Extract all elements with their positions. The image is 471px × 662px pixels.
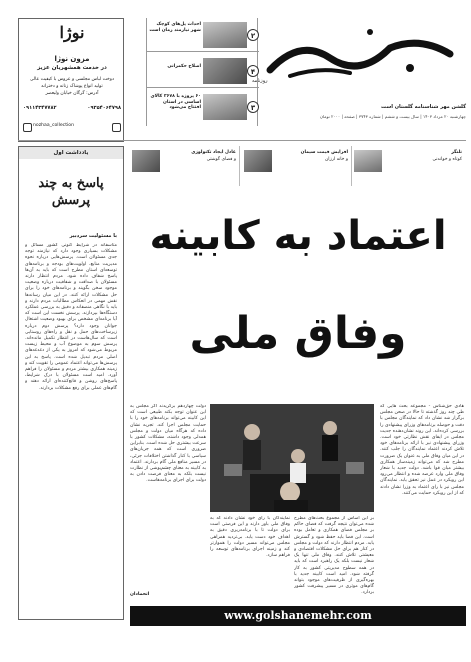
columnist-item[interactable] [354,146,466,186]
ad-instagram[interactable]: nozhaa_collection [33,123,75,128]
masthead [252,18,466,128]
masthead-sub: روزنامه [252,78,268,84]
side-column-title: پاسخ به چند پرسش [38,176,104,208]
side-column-author: با مسئولیت سردبیر [69,233,117,239]
ad-subtitle: در خدمت همشهریان عزیز [37,65,107,71]
side-column-body: متاسفانه در شرایط کنونی کشور مسائل و مشکلات بسیاری وجود دارد که نیازمند توجه جدی مسئولان است. پرسش‌هایی درباره نحوه مدیریت منابع، اولویت‌های بودجه و برنامه‌های توسعه‌ای استان مطرح است که باید به آن‌ها پاسخ شفاف داده شود. مردم انتظار دارند مسئولان با صداقت و شفافیت درباره وضعیت موجود سخن بگویند و برنامه‌های خود را برای حل مشکلات ارائه کنند. در این میان رسانه‌ها نقش مهمی در انعکاس مطالبات مردم دارند و باید با نگاهی منصفانه و دقیق به بررسی عملکرد دستگاه‌ها بپردازند. پرسش نخست این است که آیا برنامه‌ای مشخص برای بهبود وضعیت اشتغال جوانان وجود دارد؟ پرسش دوم درباره زیرساخت‌های حمل و نقل و راه‌های روستایی است که سال‌هاست در انتظار تکمیل مانده‌اند. پرسش سوم به موضوع آب و محیط زیست مربوط می‌شود که امروز به یکی از دغدغه‌های اصلی مردم تبدیل شده است. پاسخ به این پرسش‌ها می‌تواند اعتماد عمومی را تقویت کند و زمینه همکاری بیشتر مردم و مسئولان را فراهم آورد. امید است مسئولان با درک شرایط، پاسخ‌های روشن و قانع‌کننده‌ای ارائه دهند و گام‌های عملی برای رفع مشکلات بردارند. [25,243,117,391]
columnist-sub: و خانه ارزان [324,157,348,162]
headline-line-2: وفاق ملی [189,308,407,359]
article-photo [210,404,374,512]
teaser-number: ۳ [247,101,259,113]
instagram-icon [23,123,32,132]
teaser-column [146,18,258,126]
article-col-right: هادی حق‌شناس - مجموعه بحث هایی که طی چند روز گذشته تا حالا در صحن مجلس برگزار شد نشان داد که نمایندگان مجلس با دقت و حوصله برنامه‌های وزرای پیشنهادی را بررسی کرده‌اند. این روند نشان‌دهنده جدیت مجلس در ایفای نقش نظارتی خود است. وزرای پیشنهادی نیز با ارائه برنامه‌های خود تلاش کردند اعتماد نمایندگان را جلب کنند. در این میان وفاق ملی به عنوان یک ضرورت مطرح شد که می‌تواند زمینه‌ساز همکاری بیشتر میان قوا باشد. دولت جدید با شعار وفاق ملی وارد عرصه شده و انتظار می‌رود این رویکرد در عمل نیز تحقق یابد. نمایندگان مجلس نیز با رای اعتماد به وزرا نشان دادند که از این رویکرد حمایت می‌کنند. [380,404,464,496]
ad-line: تولید انواع پوشاک زنانه و دخترانه [41,84,103,89]
instagram-icon [112,123,121,132]
columnist-name: افزایش قیمت سیمان [300,150,348,155]
ad-line: آدرس: گرگان خیابان ولیعصر [45,91,99,96]
masthead-meta: چهارشنبه ۲۰ مرداد ۱۴۰۳ | سال بیست و ششم | شماره ۳۷۴۳ | صفحه | ۲۰۰۰ تومان [319,114,466,119]
teaser-item[interactable] [147,18,259,52]
ad-phone[interactable]: ۰۹۱۱۴۳۴۷۷۸۲ [23,105,57,111]
side-column-header: یادداشت اول [19,147,123,159]
teaser-thumb [203,94,247,120]
masthead-tagline: گلشن مهر شناسنامه گلستان است [381,104,466,110]
article-col-left: دولت چهاردهم برکزیدند اگر مجلس به این عنوان توجه بکند طبیعی است که این کابینه می‌تواند برنامه‌های خود را با حمایت مجلس اجرا کند. تجربه نشان داده که هرگاه میان دولت و مجلس همدلی وجود داشته، مشکلات کشور با سرعت بیشتری حل شده است. بنابراین ضروری است که همه جریان‌های سیاسی با کنار گذاشتن اختلافات جزئی، در مسیر منافع ملی گام بردارند. اعتماد به کابینه به معنای چشم‌پوشی از نظارت نیست بلکه به معنای فرصت دادن به دولت برای اجرای برنامه‌هاست. [130,404,206,484]
ad-title: مزون نوژا [54,55,90,63]
article-col-under-photo-left: نمایندگان با رای خود نشان دادند که به وفاق ملی باور دارند و این فرصتی است برای دولت تا با برنامه‌ریزی دقیق به اهداف خود دست یابد. بی‌تردید همراهی مجلس می‌تواند مسیر دولت را هموارتر کند و زمینه اجرای برنامه‌های توسعه را فراهم سازد. [210,516,290,559]
columnist-sub: کوتاه و خواندنی [432,157,462,162]
columnist-name: تلنگر [451,150,462,155]
cabinet-photo-illustration [210,404,374,512]
article-signature: اتحمادان [130,592,150,597]
headline-line-1: اعتماد به کابینه [149,213,447,259]
footer-url[interactable]: www.golshanemehr.com [224,609,372,622]
teaser-number: ۲ [247,29,259,41]
teaser-item[interactable] [147,90,259,124]
columnist-row [130,146,466,186]
teaser-item[interactable] [147,54,259,88]
teaser-text: ۶۰ پروژه با ۲۶۷۸ کالای اساسی در استان افتتاح می‌شود [150,94,201,111]
headline [130,192,466,392]
article-body [130,404,466,600]
side-column [18,146,124,620]
teaser-text: احداث پل‌های کوچک شهر نیازمند زمان است [149,22,201,33]
columnist-name: عادل ایجاد تکنولوژی [191,150,236,155]
ad-line: دوخت لباس مجلسی و عروس با کیفیت عالی [30,77,114,82]
teaser-thumb [203,22,247,48]
columnist-item[interactable] [242,146,352,186]
divider [18,140,466,141]
teaser-number: ۴ [247,65,259,77]
columnist-thumb [354,150,382,172]
ad-box [18,18,124,142]
columnist-sub: و فضای گوشتی [206,157,236,162]
ad-phone[interactable]: ۰۹۳۵۴۰۶۴۷۹۸ [87,105,121,111]
columnist-thumb [132,150,160,172]
ad-instagram-row [23,123,121,133]
teaser-thumb [203,58,247,84]
teaser-text: اصلاح حکمرانی [167,64,201,69]
ad-brand: نوژا [59,23,85,42]
columnist-item[interactable] [130,146,240,186]
ad-logo [39,23,105,53]
article-col-under-photo-right: بر این اساس از مجموع بحث‌های مطرح شده می‌توان نتیجه گرفت که فضای حاکم بر مجلس فضای همکاری و تعامل بوده است. این فضا باید حفظ شود و گسترش یابد. مردم انتظار دارند که دولت و مجلس در کنار هم برای حل مشکلات اقتصادی و معیشتی تلاش کنند. وفاق ملی تنها یک شعار نیست بلکه یک راهبرد است که باید در همه سطوح مدیریتی کشور به کار گرفته شود. امید است کابینه جدید با بهره‌گیری از ظرفیت‌های موجود بتواند گام‌های موثری در مسیر پیشرفت کشور بردارد. [294,516,374,596]
columnist-thumb [244,150,272,172]
ad-phones [23,105,121,115]
footer-bar [130,606,466,626]
